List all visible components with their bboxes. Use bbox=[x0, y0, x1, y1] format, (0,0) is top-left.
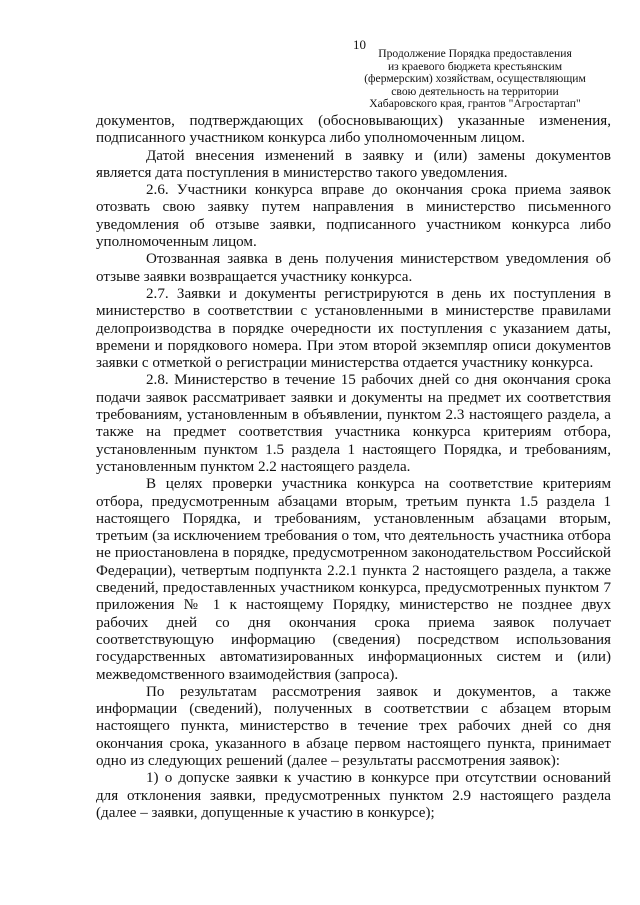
document-body bbox=[96, 113, 611, 822]
paragraph: документов, подтверждающих (обосновывающих) указанные изменения, подписанного участником конкурса либо уполномоченным лицом. bbox=[96, 113, 611, 147]
header-line: из краевого бюджета крестьянским bbox=[387, 59, 563, 73]
document-header bbox=[348, 48, 602, 111]
page-number: 10 bbox=[353, 37, 366, 52]
paragraph: 1) о допуске заявки к участию в конкурсе при отсутствии оснований для отклонения заявки, предусмотренных пунктом 2.9 настоящего раздела (далее – заявки, допущенные к участию в конкурсе); bbox=[96, 770, 611, 821]
paragraph: В целях проверки участника конкурса на соответствие критериям отбора, предусмотренным абзацами вторым, третьим пункта 1.5 раздела 1 настоящего Порядка, и требованиям, установленным абзацами вторым, третьим (за исключением требования о том, что деятельность участника отбора не приостановлена в порядке, предусмотренном законодательством Российской Федерации), четвертым подпункта 2.2.1 пункта 2 настоящего раздела, а также сведений, предоставленных участником конкурса, предусмотренных пунктом 7 приложения № 1 к настоящему Порядку, министерство не позднее двух рабочих дней со дня окончания срока приема заявок получает соответствующую информацию (сведения) посредством использования государственных автоматизированных информационных систем и (или) межведомственного взаимодействия (запроса). bbox=[96, 476, 611, 683]
paragraph: 2.8. Министерство в течение 15 рабочих дней со дня окончания срока подачи заявок рассматривает заявки и документы на предмет их соответствия требованиям, установленным в объявлении, пунктом 2.3 настоящего раздела, а также на предмет соответствия участника конкурса критериям отбора, установленным пунктом 1.5 раздела 1 настоящего Порядка, и требованиям, установленным пунктом 2.2 настоящего раздела. bbox=[96, 372, 611, 475]
header-line: свою деятельность на территории bbox=[391, 84, 559, 98]
paragraph: По результатам рассмотрения заявок и документов, а также информации (сведений), полученных в соответствии с абзацем вторым настоящего пункта, министерство в течение трех рабочих дней со дня окончания срока, указанного в абзаце первом настоящего пункта, принимает одно из следующих решений (далее – результаты рассмотрения заявок): bbox=[96, 683, 611, 769]
paragraph: 2.7. Заявки и документы регистрируются в день их поступления в министерство в соответствии с установленными в министерстве правилами делопроизводства в порядке очередности их поступления с указанием даты, времени и порядкового номера. При этом второй экземпляр описи документов заявки с отметкой о регистрации министерства отдается участнику конкурса. bbox=[96, 285, 611, 372]
header-line: Хабаровского края, грантов "Агростартап" bbox=[369, 97, 581, 111]
paragraph: Отозванная заявка в день получения министерством уведомления об отзыве заявки возвращается участнику конкурса. bbox=[96, 251, 611, 285]
header-line: (фермерским) хозяйствам, осуществляющим bbox=[364, 72, 586, 86]
header-line: Продолжение Порядка предоставления bbox=[378, 47, 572, 60]
paragraph: 2.6. Участники конкурса вправе до окончания срока приема заявок отозвать свою заявку путем направления в министерство письменного уведомления об отзыве заявки, подписанного участником конкурса либо уполномоченным лицом. bbox=[96, 182, 611, 251]
paragraph: Датой внесения изменений в заявку и (или) замены документов является дата поступления в министерство такого уведомления. bbox=[96, 147, 611, 181]
